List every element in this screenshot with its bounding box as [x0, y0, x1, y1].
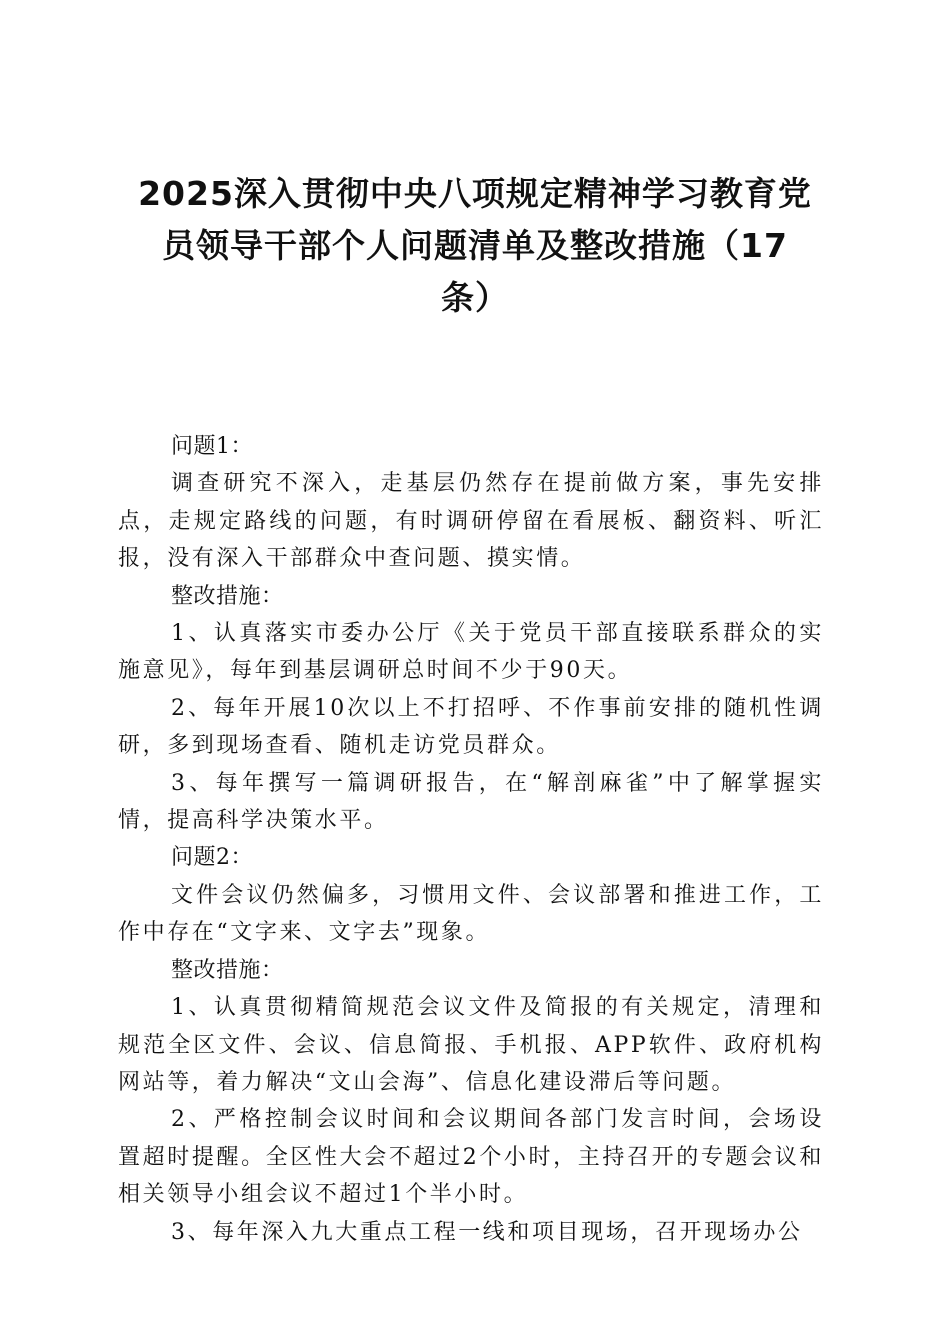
- document-title: [118, 168, 832, 324]
- title-line: 条）: [441, 278, 509, 317]
- measure-item: 3、每年撰写一篇调研报告，在“解剖麻雀”中了解掌握实情，提高科学决策水平。: [118, 770, 824, 834]
- problem-heading: 问题2：: [171, 845, 253, 871]
- measure-item: 3、每年深入九大重点工程一线和项目现场，召开现场办公: [171, 1219, 803, 1245]
- document-body: [118, 428, 824, 1251]
- problem-description: 调查研究不深入，走基层仍然存在提前做方案，事先安排点，走规定路线的问题，有时调研停留在看展板、翻资料、听汇报，没有深入干部群众中查问题、摸实情。: [118, 471, 824, 572]
- measure-item: 1、认真贯彻精简规范会议文件及简报的有关规定，清理和规范全区文件、会议、信息简报、手机报、APP软件、政府机构网站等，着力解决“文山会海”、信息化建设滞后等问题。: [118, 995, 824, 1095]
- measures-heading: 整改措施：: [171, 583, 284, 609]
- problem-heading: 问题1：: [171, 434, 253, 459]
- measure-item: 1、认真落实市委办公厅《关于党员干部直接联系群众的实施意见》，每年到基层调研总时间不少于90天。: [118, 621, 824, 684]
- measures-heading: 整改措施：: [171, 957, 284, 983]
- measure-item: 2、每年开展10次以上不打招呼、不作事前安排的随机性调研，多到现场查看、随机走访党员群众。: [118, 695, 824, 759]
- title-line: 2025深入贯彻中央八项规定精神学习教育党: [138, 174, 812, 213]
- problem-description: 文件会议仍然偏多，习惯用文件、会议部署和推进工作，工作中存在“文字来、文字去”现象。: [118, 882, 824, 946]
- title-line: 员领导干部个人问题清单及整改措施（17: [162, 226, 788, 265]
- measure-item: 2、严格控制会议时间和会议期间各部门发言时间，会场设置超时提醒。全区性大会不超过2个小时，主持召开的专题会议和相关领导小组会议不超过1个半小时。: [118, 1107, 824, 1208]
